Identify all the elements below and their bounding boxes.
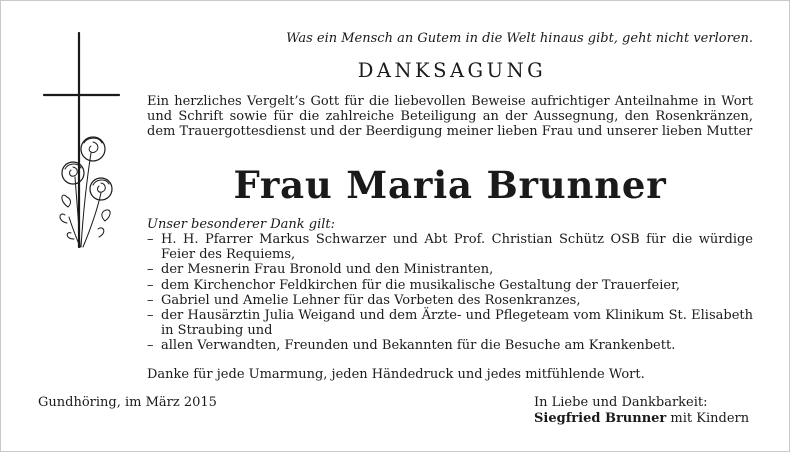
notice-heading: DANKSAGUNG [357,59,547,82]
list-item-text: Gabriel und Amelie Lehner für das Vorbeten des Rosenkranzes, [161,292,581,308]
list-item [147,262,753,277]
cross-with-roses-icon [41,25,131,265]
list-item-text: dem Kirchenchor Feldkirchen für die musikalische Gestaltung der Trauerfeier, [161,277,681,293]
deceased-name: Frau Maria Brunner [233,163,667,207]
intro-text: Ein herzliches Vergelt’s Gott für die liebevollen Beweise aufrichtiger Anteilnahme in Wort und Schrift sowie für die zahlreiche Beteiligung an der Aussegnung, den Rosenkränzen, dem Trauergottesdienst und der Beerdigung meiner lieben Frau und unserer lieben Mutter [147,94,753,140]
list-item-text: allen Verwandten, Freunden und Bekannten für die Besuche am Krankenbett. [161,338,676,354]
list-item [147,293,753,308]
place-date: Gundhöring, im März 2015 [38,395,217,410]
thanks-list [147,232,753,354]
list-item [147,338,753,353]
dash-bullet: – [147,308,154,324]
list-item-text: der Mesnerin Frau Bronold und den Ministranten, [161,262,494,278]
signature-block [534,395,754,427]
list-item-text: der Hausärztin Julia Weigand und dem Ärzte- und Pflegeteam vom Klinikum St. Elisabeth in Straubing und [161,308,753,339]
dash-bullet: – [147,338,154,354]
list-item [147,308,753,338]
signature-intro: In Liebe und Dankbarkeit: [534,395,708,410]
dash-bullet: – [147,262,154,278]
closing-line: Danke für jede Umarmung, jeden Händedruck und jedes mitfühlende Wort. [147,367,645,382]
motto-quote: Was ein Mensch an Gutem in die Welt hinaus gibt, geht nicht verloren. [286,31,753,46]
thanks-heading: Unser besonderer Dank gilt: [147,217,335,232]
signature-line [534,411,754,427]
signer-suffix: mit Kindern [670,411,750,426]
dash-bullet: – [147,232,154,247]
list-item [147,278,753,293]
signer-name: Siegfried Brunner [534,411,667,426]
dash-bullet: – [147,277,154,293]
dash-bullet: – [147,292,154,308]
list-item-text: H. H. Pfarrer Markus Schwarzer und Abt Prof. Christian Schütz OSB für die würdige Feier des Requiems, [161,232,753,263]
list-item [147,232,753,262]
